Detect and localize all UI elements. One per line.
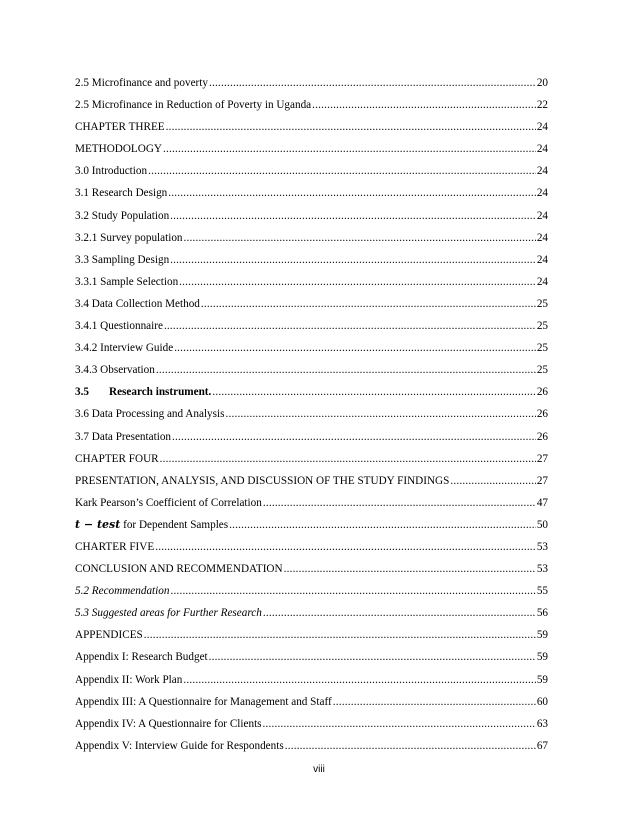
- toc-entry-title: 3.4 Data Collection Method: [75, 297, 200, 310]
- toc-entry-page: 26: [536, 430, 548, 443]
- toc-entry-page: 63: [536, 717, 548, 730]
- toc-entry-title: Appendix IV: A Questionnaire for Clients: [75, 717, 262, 730]
- toc-entry[interactable]: [75, 426, 548, 448]
- toc-entry[interactable]: [75, 182, 548, 204]
- toc-entry-page: 22: [536, 99, 548, 112]
- toc-entry-page: 24: [536, 143, 548, 156]
- dot-leader: [144, 624, 536, 646]
- dot-leader: [163, 138, 536, 160]
- toc-entry-page: 24: [536, 275, 548, 288]
- dot-leader: [170, 580, 535, 602]
- toc-entry-page: 26: [536, 386, 548, 399]
- dot-leader: [183, 669, 535, 691]
- toc-entry-title: 3.0 Introduction: [75, 165, 148, 178]
- toc-entry-page: 53: [536, 563, 548, 576]
- toc-entry-page: 53: [536, 540, 548, 553]
- dot-leader: [263, 713, 536, 735]
- toc-entry-title: 3.4.3 Observation: [75, 364, 155, 377]
- toc-entry[interactable]: [75, 72, 548, 94]
- toc-entry[interactable]: [75, 580, 548, 602]
- dot-leader: [201, 293, 536, 315]
- toc-entry[interactable]: [75, 227, 548, 249]
- dot-leader: [166, 116, 536, 138]
- toc-entry-page: 26: [536, 408, 548, 421]
- page-number: viii: [313, 764, 325, 775]
- dot-leader: [312, 94, 536, 116]
- toc-entry-page: 59: [536, 673, 548, 686]
- toc-entry[interactable]: [75, 94, 548, 116]
- t-test-math-symbol: t − test: [75, 517, 121, 531]
- toc-entry-title-text: Research instrument.: [109, 386, 212, 399]
- toc-entry-title: 3.4.2 Interview Guide: [75, 342, 174, 355]
- dot-leader: [164, 315, 536, 337]
- toc-entry-title: Appendix II: Work Plan: [75, 673, 183, 686]
- toc-entry[interactable]: [75, 448, 548, 470]
- toc-entry-title: 3.3 Sampling Design: [75, 253, 170, 266]
- dot-leader: [170, 205, 536, 227]
- toc-entry-page: 24: [536, 209, 548, 222]
- toc-entry-title: CHAPTER FOUR: [75, 452, 159, 465]
- dot-leader: [333, 691, 536, 713]
- toc-entry-title: PRESENTATION, ANALYSIS, AND DISCUSSION OF THE STUDY FINDINGS: [75, 474, 450, 487]
- toc-entry[interactable]: [75, 138, 548, 160]
- toc-entry[interactable]: [75, 624, 548, 646]
- dot-leader: [450, 470, 535, 492]
- toc-entry[interactable]: [75, 669, 548, 691]
- dot-leader: [184, 227, 536, 249]
- dot-leader: [174, 337, 536, 359]
- toc-entry-page: 20: [536, 77, 548, 89]
- toc-entry[interactable]: [75, 536, 548, 558]
- dot-leader: [212, 381, 535, 403]
- dot-leader: [285, 735, 536, 757]
- toc-entry-title: 3.3.1 Sample Selection: [75, 275, 179, 288]
- toc-entry[interactable]: [75, 514, 548, 536]
- toc-entry-page: 47: [536, 496, 548, 509]
- toc-entry-page: 27: [536, 452, 548, 465]
- toc-entry-page: 24: [536, 165, 548, 178]
- toc-entry-title: Appendix I: Research Budget: [75, 651, 208, 664]
- toc-entry-title: Kark Pearson’s Coefficient of Correlation: [75, 496, 262, 509]
- dot-leader: [209, 646, 536, 668]
- toc-entry-title: 5.2 Recommendation: [75, 585, 170, 598]
- toc-entry-page: 24: [536, 253, 548, 266]
- dot-leader: [179, 271, 536, 293]
- toc-entry-title: 3.7 Data Presentation: [75, 430, 172, 443]
- toc-entry-page: 55: [536, 585, 548, 598]
- toc-entry-page: 67: [536, 739, 548, 752]
- toc-entry[interactable]: [75, 359, 548, 381]
- toc-entry[interactable]: [75, 713, 548, 735]
- toc-entry[interactable]: [75, 249, 548, 271]
- toc-entry-title: Appendix V: Interview Guide for Respondents: [75, 739, 284, 752]
- dot-leader: [209, 72, 536, 94]
- toc-entry-page: 50: [536, 518, 548, 531]
- toc-entry-title: 2.5 Microfinance in Reduction of Poverty in Uganda: [75, 99, 312, 112]
- toc-entry-title-text: for Dependent Samples: [120, 518, 229, 531]
- toc-entry-page: 27: [536, 474, 548, 487]
- dot-leader: [263, 492, 536, 514]
- dot-leader: [172, 426, 536, 448]
- toc-entry-page: 25: [536, 320, 548, 333]
- toc-entry-title: [75, 381, 211, 403]
- toc-entry-page: 59: [536, 629, 548, 642]
- toc-entry-page: 56: [536, 607, 548, 620]
- toc-entry[interactable]: [75, 205, 548, 227]
- toc-entry-page: 25: [536, 342, 548, 355]
- toc-entry[interactable]: [75, 160, 548, 182]
- toc-entry-title: APPENDICES: [75, 629, 143, 642]
- toc-entry[interactable]: [75, 293, 548, 315]
- toc-entry-title: 2.5 Microfinance and poverty: [75, 77, 208, 89]
- dot-leader: [156, 359, 536, 381]
- toc-entry[interactable]: [75, 271, 548, 293]
- toc-entry-title: 3.2.1 Survey population: [75, 231, 183, 244]
- dot-leader: [168, 182, 536, 204]
- toc-entry-title: 3.1 Research Design: [75, 187, 168, 200]
- dot-leader: [155, 536, 536, 558]
- toc-entry-title: 3.2 Study Population: [75, 209, 170, 222]
- dot-leader: [225, 403, 535, 425]
- toc-entry-title: CHARTER FIVE: [75, 540, 155, 553]
- toc-entry[interactable]: [75, 691, 548, 713]
- toc-entry[interactable]: [75, 470, 548, 492]
- toc-entry[interactable]: [75, 646, 548, 668]
- toc-entry-title: CHAPTER THREE: [75, 121, 165, 134]
- toc-entry-title: 3.6 Data Processing and Analysis: [75, 408, 225, 421]
- toc-entry[interactable]: [75, 116, 548, 138]
- toc-entry[interactable]: [75, 602, 548, 624]
- toc-entry-title: [75, 514, 228, 536]
- toc-entry-page: 24: [536, 187, 548, 200]
- toc-entry[interactable]: [75, 558, 548, 580]
- toc-entry-title: 3.4.1 Questionnaire: [75, 320, 163, 333]
- dot-leader: [170, 249, 536, 271]
- toc-entry[interactable]: [75, 315, 548, 337]
- dot-leader: [263, 602, 536, 624]
- toc-entry[interactable]: [75, 381, 548, 403]
- toc-entry[interactable]: [75, 735, 548, 757]
- toc-entry-title: Appendix III: A Questionnaire for Management and Staff: [75, 695, 332, 708]
- dot-leader: [160, 448, 536, 470]
- toc-entry-number: 3.5: [75, 386, 89, 399]
- toc-entry-title: 5.3 Suggested areas for Further Research: [75, 607, 262, 620]
- dot-leader: [148, 160, 536, 182]
- toc-entry-title: CONCLUSION AND RECOMMENDATION: [75, 563, 283, 576]
- toc-entry-title: METHODOLOGY: [75, 143, 163, 156]
- toc-entry[interactable]: [75, 403, 548, 425]
- toc-entry-page: 60: [536, 695, 548, 708]
- toc-entry-page: 25: [536, 364, 548, 377]
- toc-entry-page: 59: [536, 651, 548, 664]
- toc-entry-page: 24: [536, 231, 548, 244]
- toc-entry[interactable]: [75, 337, 548, 359]
- toc-entry-page: 25: [536, 297, 548, 310]
- dot-leader: [284, 558, 536, 580]
- dot-leader: [229, 514, 536, 536]
- toc-entry[interactable]: [75, 492, 548, 514]
- toc-entry-page: 24: [536, 121, 548, 134]
- table-of-contents: [75, 72, 548, 757]
